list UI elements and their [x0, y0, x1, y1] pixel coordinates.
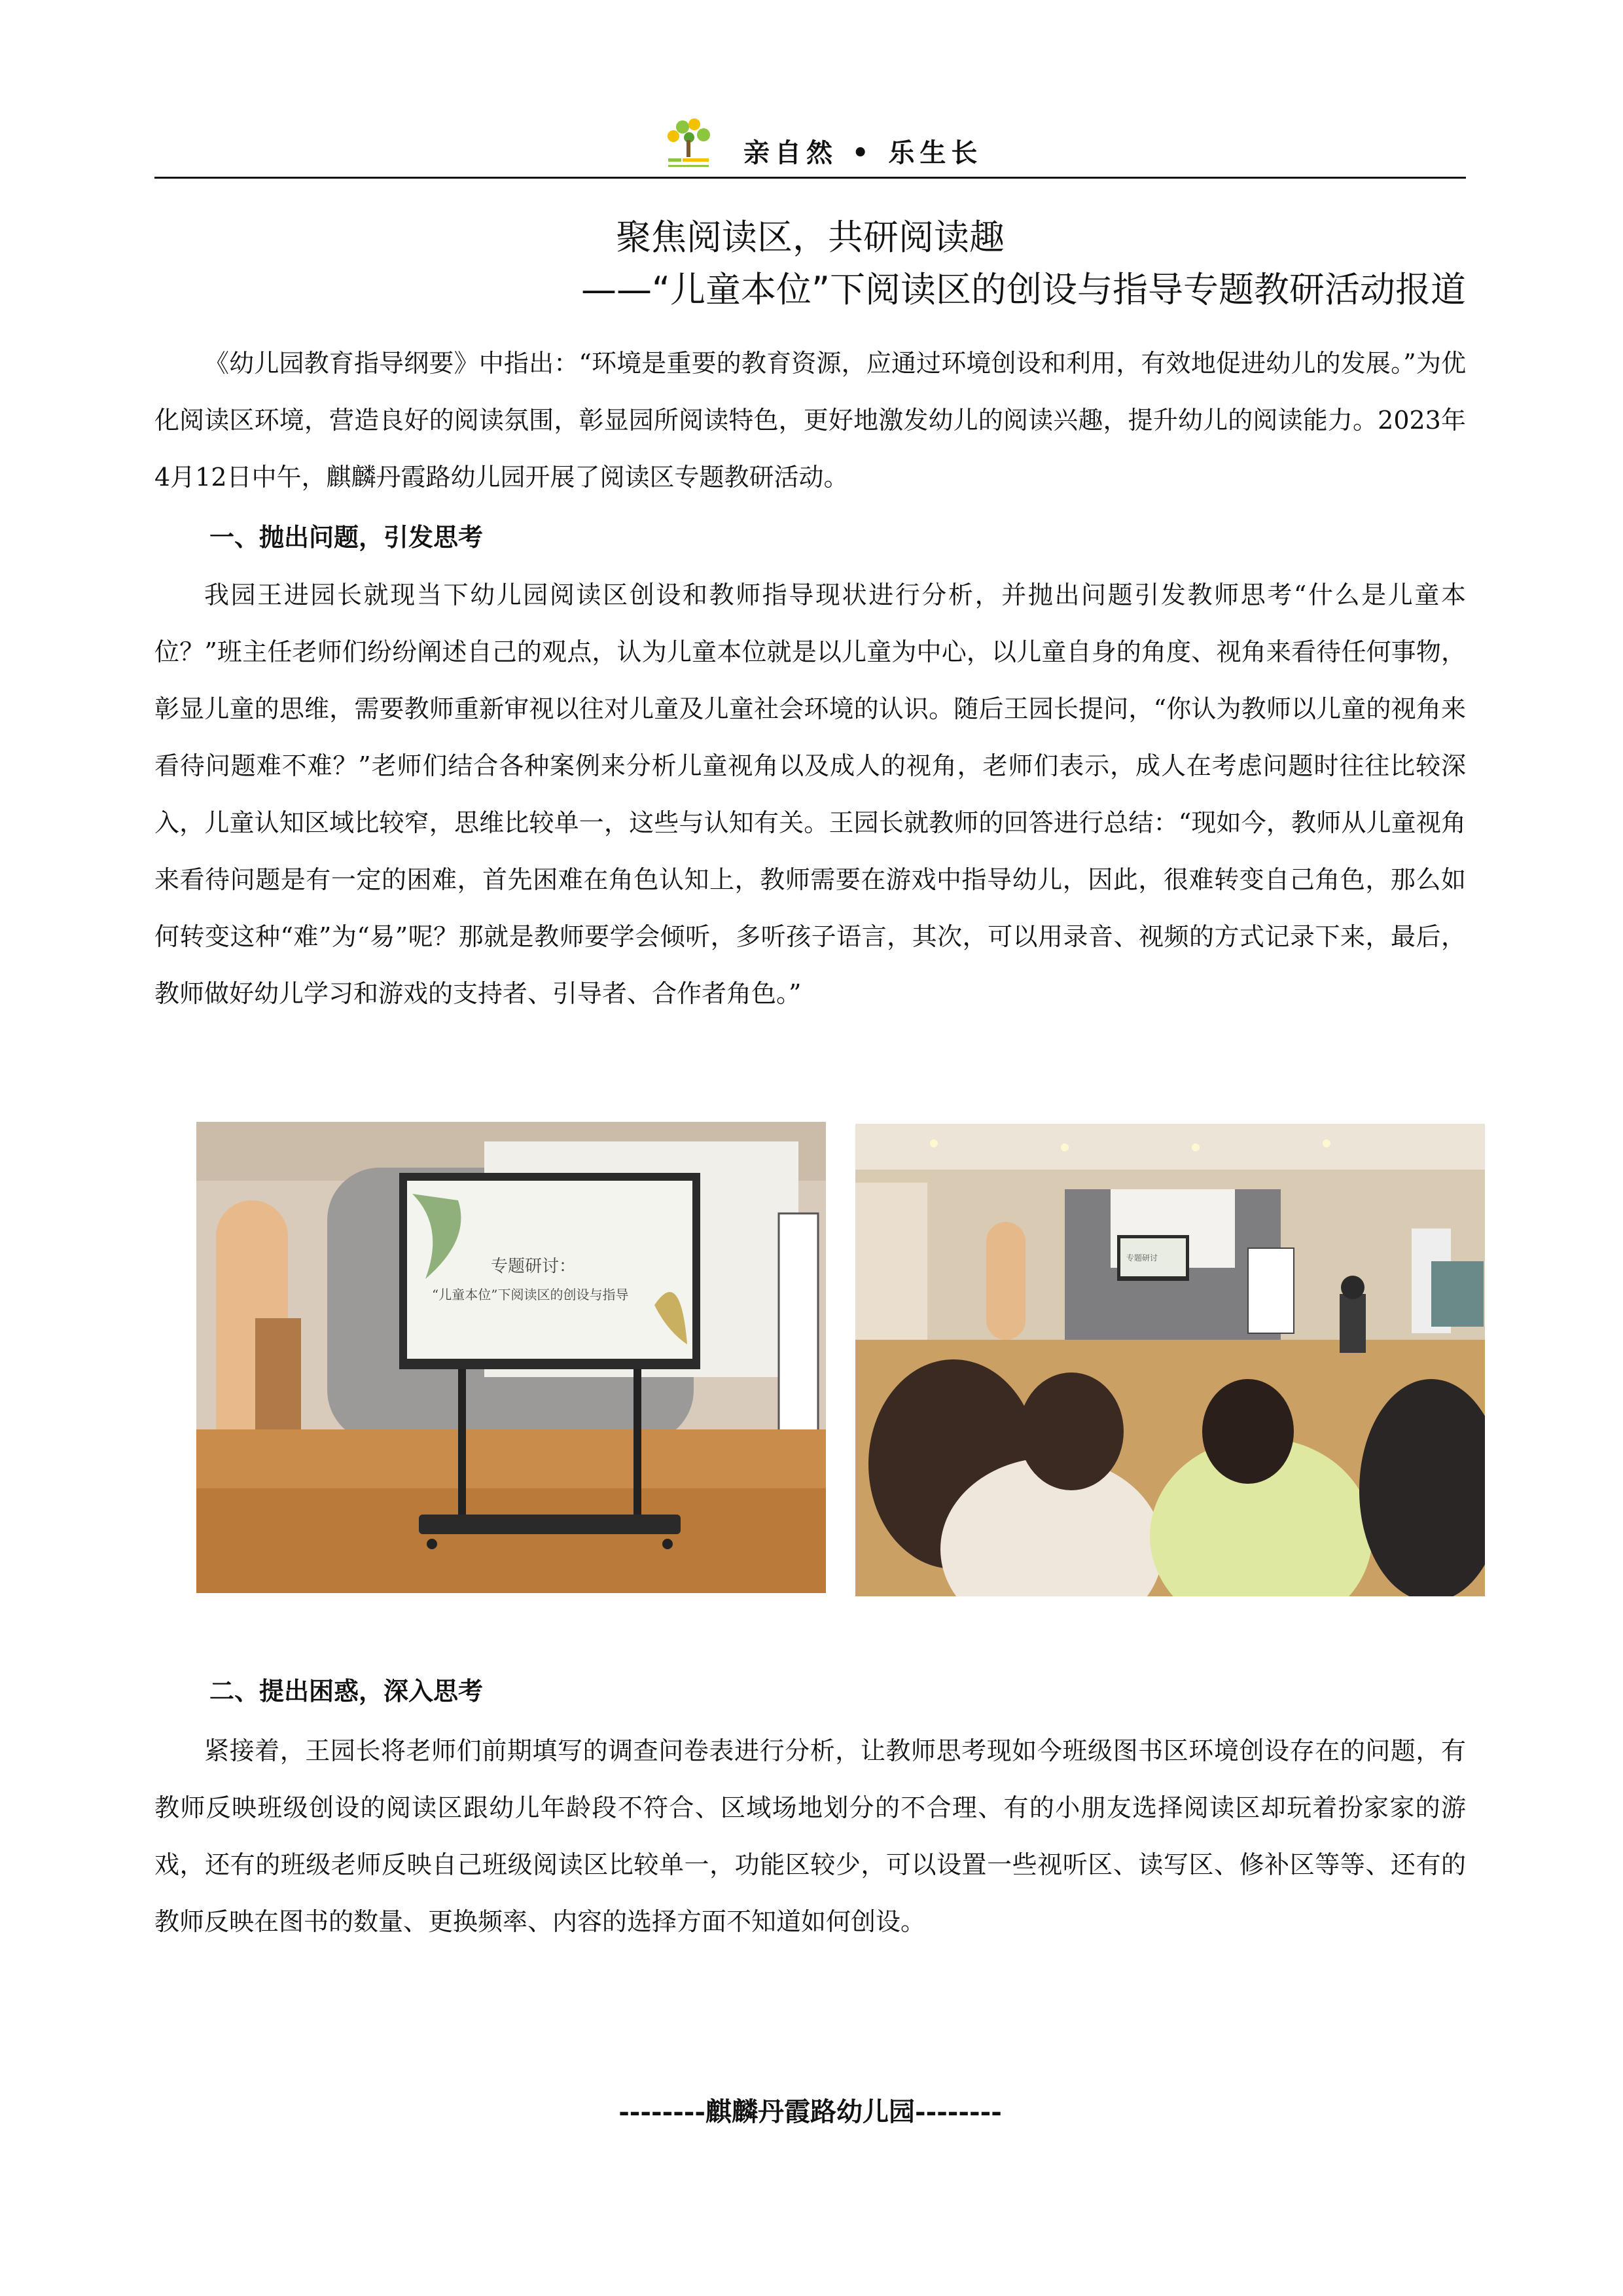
kindergarten-tree-logo-icon: [642, 113, 734, 173]
article-title: 聚焦阅读区，共研阅读趣: [616, 217, 1005, 258]
page-footer: --------麒麟丹霞路幼儿园--------: [618, 2096, 1002, 2127]
header-divider: [154, 177, 1466, 179]
page-header: [154, 113, 1466, 178]
projector-screen-title: 专题研讨: [1126, 1253, 1158, 1263]
article-subtitle: ——“儿童本位”下阅读区的创设与指导专题教研活动报道: [581, 269, 1466, 310]
intro-paragraph: 《幼儿园教育指导纲要》中指出：“环境是重要的教育资源，应通过环境创设和利用，有效地促进幼儿的发展。”为优化阅读区环境，营造良好的阅读氛围，彰显园所阅读特色，更好地激发幼儿的阅读兴趣，提升幼儿的阅读能力。2023年4月12日中午，麒麟丹霞路幼儿园开展了阅读区专题教研活动。: [154, 349, 1466, 492]
smartboard-screen-title: 专题研讨：: [491, 1257, 577, 1276]
section1-heading: 一、抛出问题，引发思考: [209, 523, 484, 552]
section2-paragraph: 紧接着，王园长将老师们前期填写的调查问卷表进行分析，让教师思考现如今班级图书区环境创设存在的问题，有教师反映班级创设的阅读区跟幼儿年龄段不符合、区域场地划分的不合理、有的小朋友选择阅读区却玩着扮家家的游戏，还有的班级老师反映自己班级阅读区比较单一，功能区较少，可以设置一些视听区、读写区、修补区等等、还有的教师反映在图书的数量、更换频率、内容的选择方面不知道如何创设。: [154, 1736, 1466, 1936]
smartboard-screen-subtitle: “儿童本位”下阅读区的创设与指导: [432, 1287, 629, 1302]
section2-heading: 二、提出困惑，深入思考: [209, 1677, 484, 1706]
photo-teachers-meeting: [855, 1124, 1485, 1596]
section1-paragraph: 我园王进园长就现当下幼儿园阅读区创设和教师指导现状进行分析，并抛出问题引发教师思考“什么是儿童本位？”班主任老师们纷纷阐述自己的观点，认为儿童本位就是以儿童为中心，以儿童自身的角度、视角来看待任何事物，彰显儿童的思维，需要教师重新审视以往对儿童及儿童社会环境的认识。随后王园长提问，“你认为教师以儿童的视角来看待问题难不难？”老师们结合各种案例来分析儿童视角以及成人的视角，老师们表示，成人在考虑问题时往往比较深入，儿童认知区域比较窄，思维比较单一，这些与认知有关。王园长就教师的回答进行总结：“现如今，教师从儿童视角来看待问题是有一定的困难，首先困难在角色认知上，教师需要在游戏中指导幼儿，因此，很难转变自己角色，那么如何转变这种“难”为“易”呢？那就是教师要学会倾听，多听孩子语言，其次，可以用录音、视频的方式记录下来，最后，教师做好幼儿学习和游戏的支持者、引导者、合作者角色。”: [154, 581, 1466, 1008]
photo-smartboard: [196, 1122, 826, 1593]
header-motto: 亲自然 • 乐生长: [743, 138, 983, 168]
